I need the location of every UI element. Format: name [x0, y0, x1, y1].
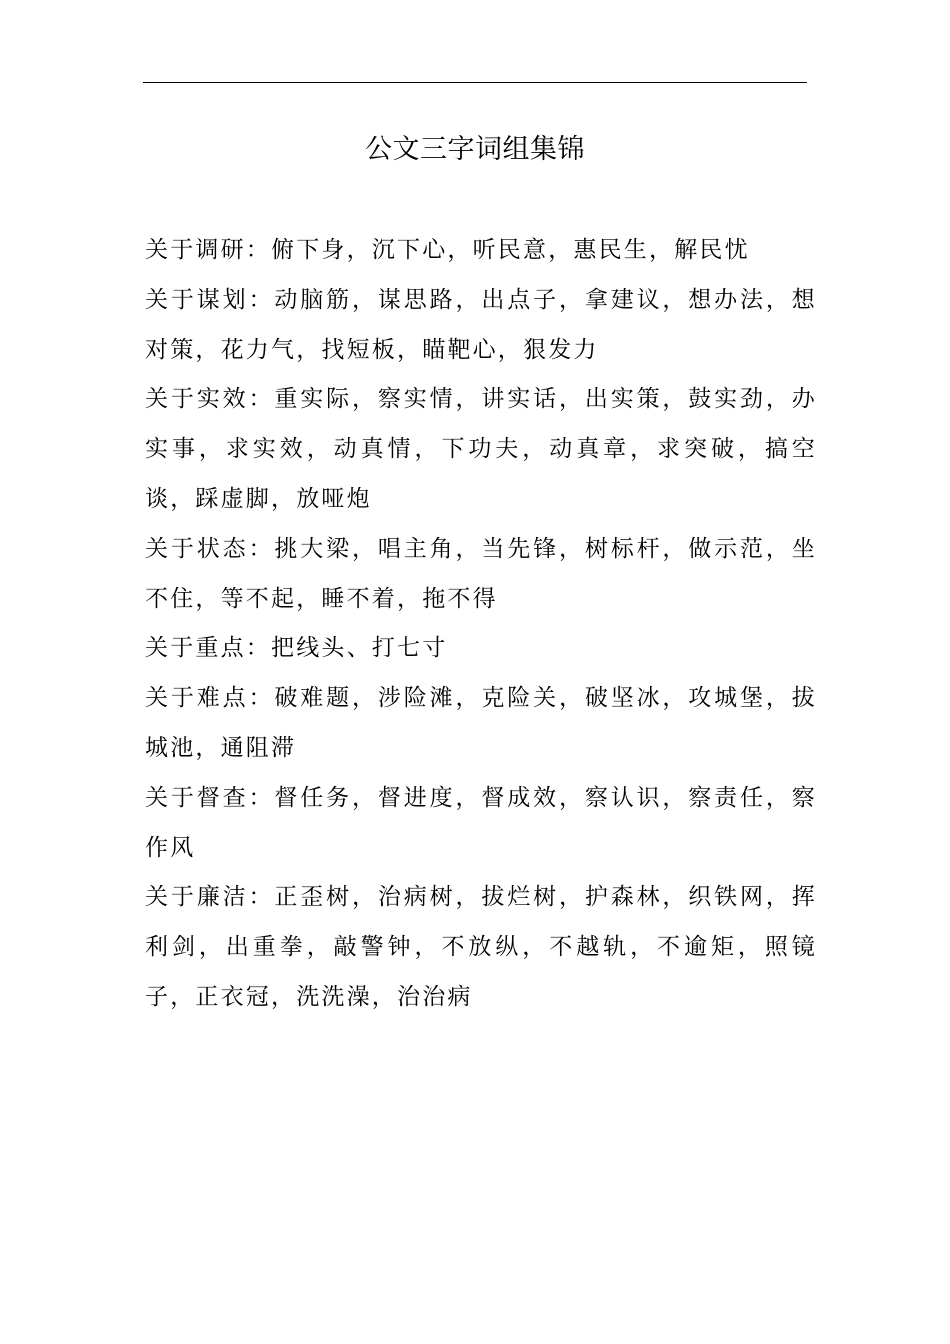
document-title: 公文三字词组集锦: [365, 134, 585, 165]
paragraph-research: 关于调研：俯下身，沉下心，听民意，惠民生，解民忧: [145, 237, 750, 263]
paragraph-effectiveness: 关于实效：重实际，察实情，讲实话，出实策，鼓实劲，办实事，求实效，动真情，下功夫，动真章，求突破，搞空谈，踩虚脚，放哑炮: [145, 386, 817, 512]
paragraph-attitude: 关于状态：挑大梁，唱主角，当先锋，树标杆，做示范，坐不住，等不起，睡不着，拖不得: [145, 535, 817, 612]
paragraph-key-points: 关于重点：把线头、打七寸: [145, 635, 448, 662]
paragraph-integrity: 关于廉洁：正歪树，治病树，拔烂树，护森林，织铁网，挥利剑，出重拳，敲警钟，不放纵，不越轨，不逾矩，照镜子，正衣冠，洗洗澡，治治病: [145, 884, 817, 1010]
paragraph-difficulties: 关于难点：破难题，涉险滩，克险关，破坚冰，攻城堡，拔城池，通阻滞: [145, 685, 817, 761]
paragraph-planning: 关于谋划：动脑筋，谋思路，出点子，拿建议，想办法，想对策，花力气，找短板，瞄靶心，狠发力: [145, 286, 817, 363]
document-body: [145, 226, 817, 1023]
paragraph-supervision: 关于督查：督任务，督进度，督成效，察认识，察责任，察作风: [145, 784, 817, 861]
header-rule: [143, 82, 807, 83]
